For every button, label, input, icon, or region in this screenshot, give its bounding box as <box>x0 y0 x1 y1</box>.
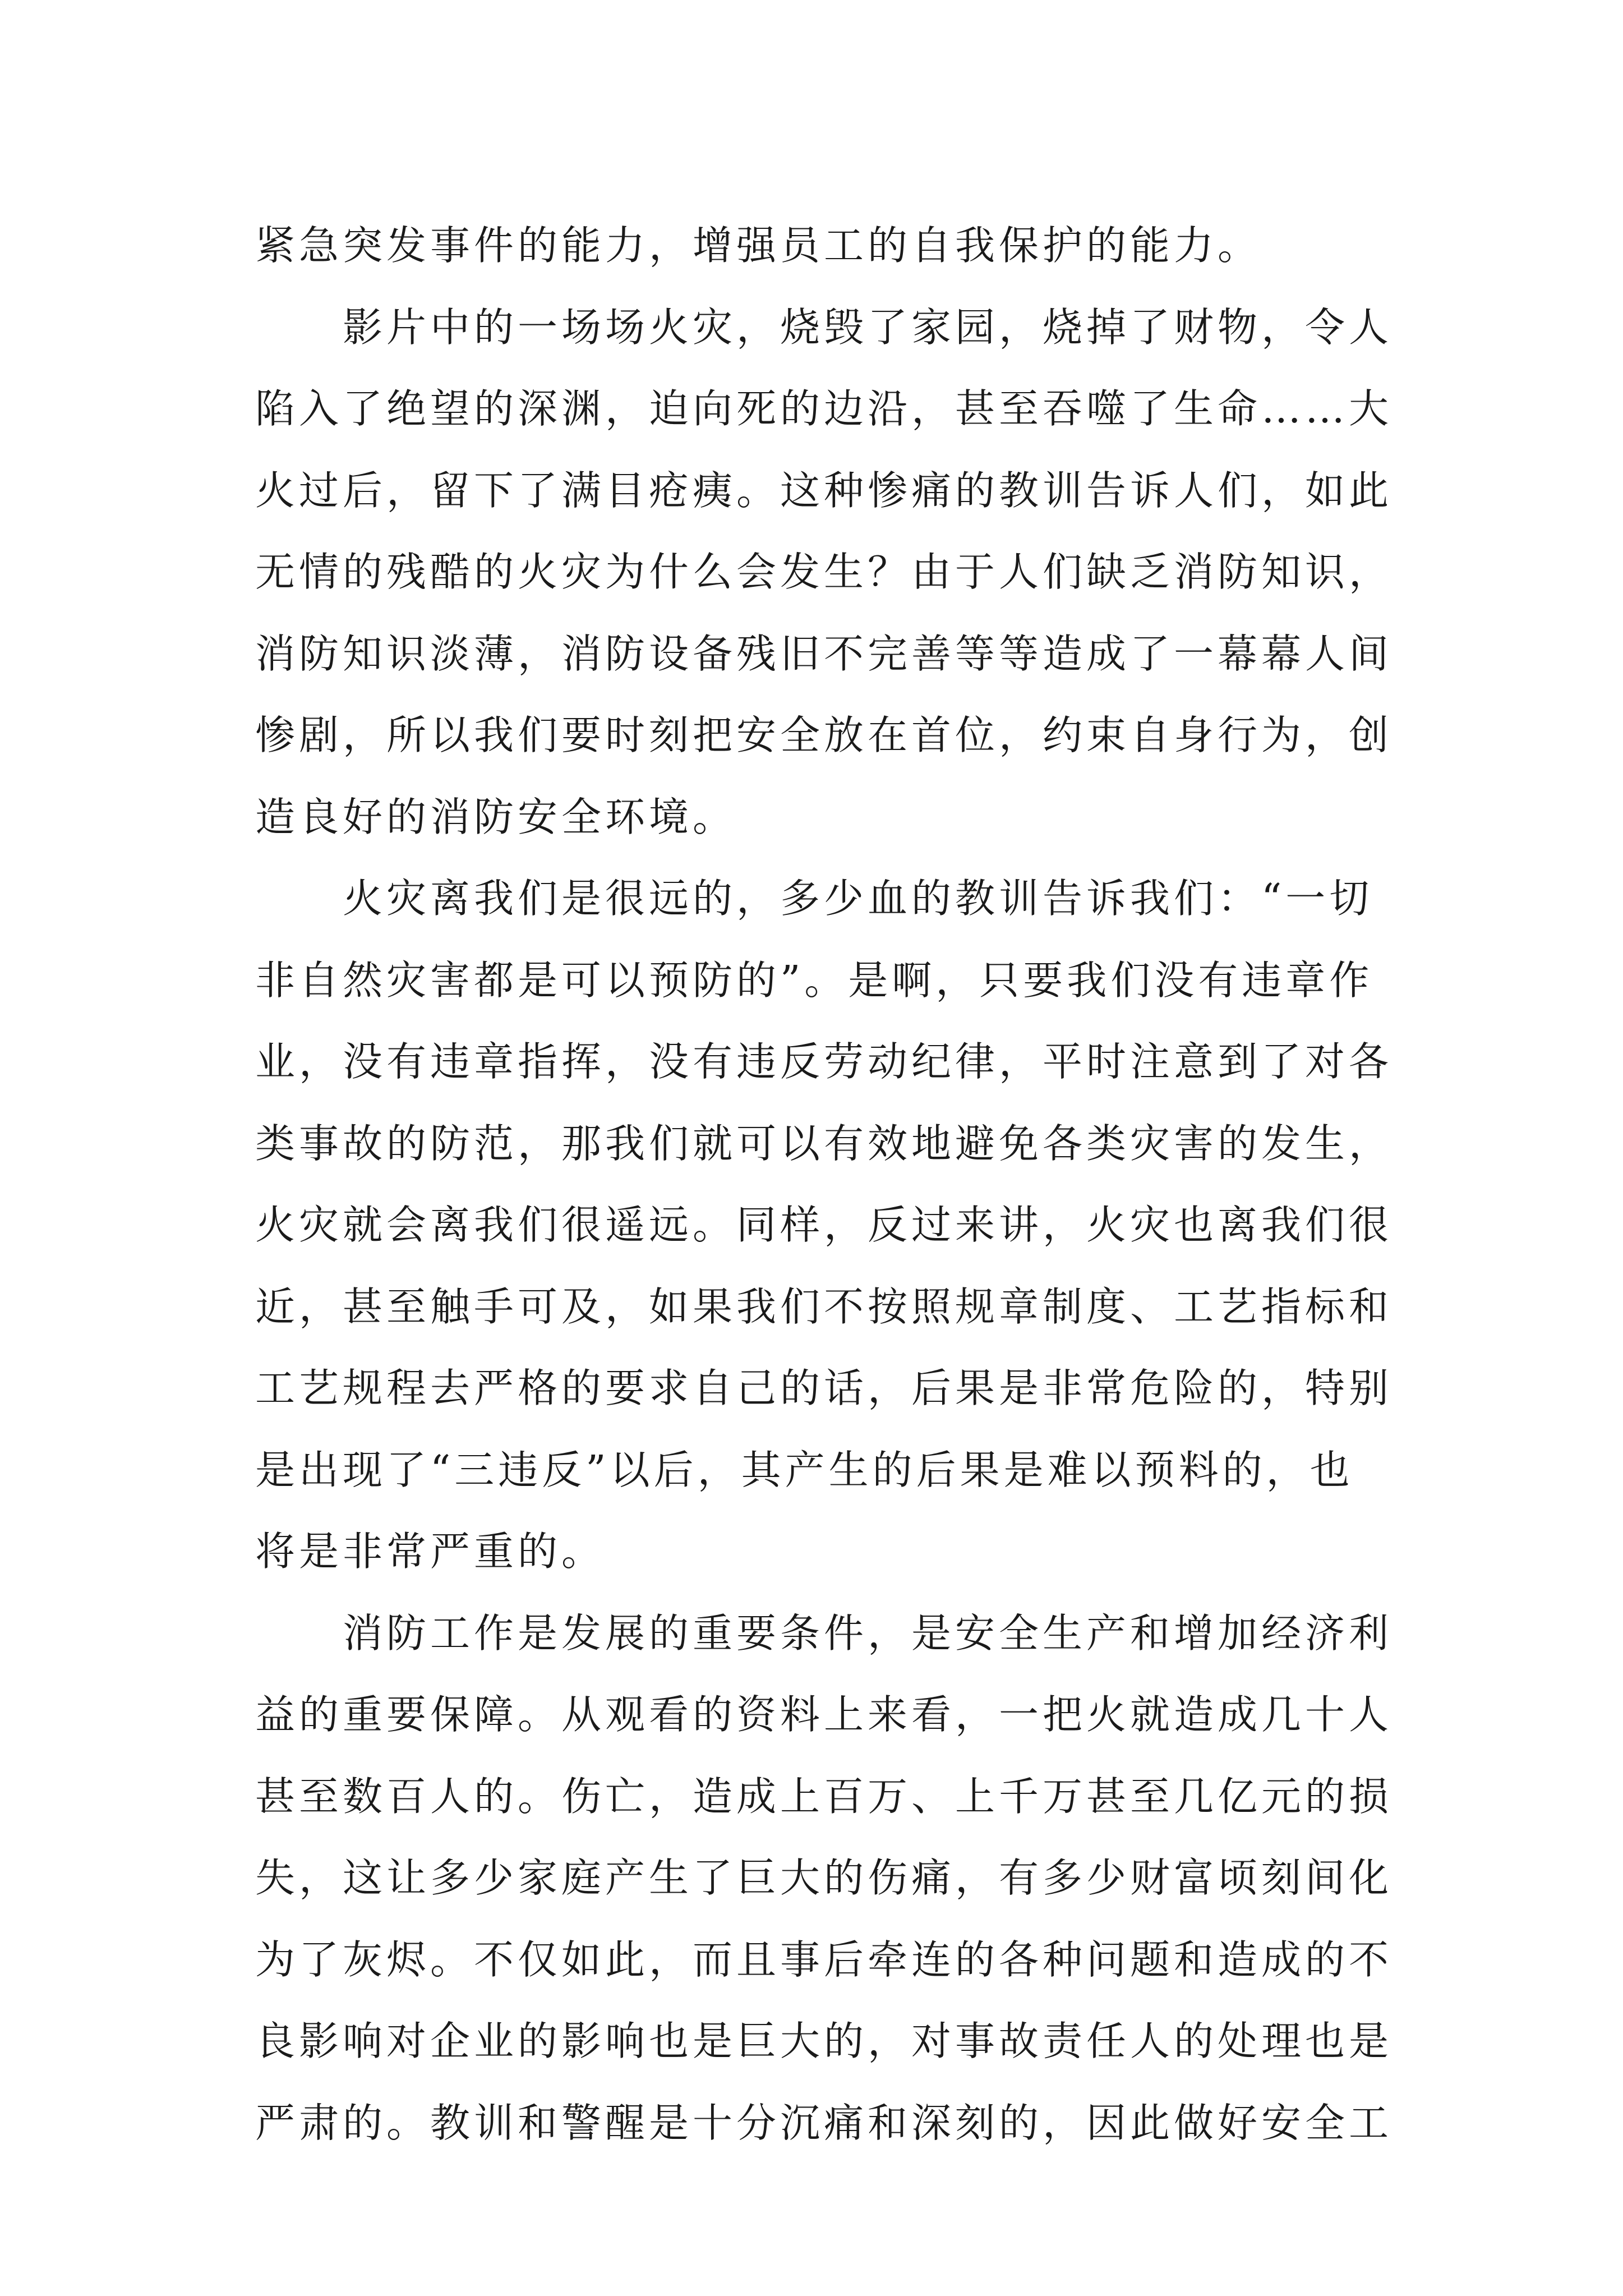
text-line: 益的重要保障。从观看的资料上来看，一把火就造成几十人 <box>255 1691 1393 1738</box>
text-line: 类事故的防范，那我们就可以有效地避免各类灾害的发生， <box>255 1120 1393 1167</box>
text-line: 业，没有违章指挥，没有违反劳动纪律，平时注意到了对各 <box>255 1038 1393 1085</box>
text-line: 是出现了“三违反”以后，其产生的后果是难以预料的，也 <box>255 1446 1354 1493</box>
text-line: 紧急突发事件的能力，增强员工的自我保护的能力。 <box>255 222 1262 269</box>
text-line: 为了灰烬。不仅如此，而且事后牵连的各种问题和造成的不 <box>255 1936 1393 1983</box>
text-line: 消防知识淡薄，消防设备残旧不完善等等造成了一幕幕人间 <box>255 630 1393 677</box>
paragraph-start-line: 影片中的一场场火灾，烧毁了家园，烧掉了财物，令人 <box>343 303 1393 351</box>
text-line: 工艺规程去严格的要求自己的话，后果是非常危险的，特别 <box>255 1365 1393 1411</box>
text-line: 近，甚至触手可及，如果我们不按照规章制度、工艺指标和 <box>255 1283 1393 1330</box>
text-line: 陷入了绝望的深渊，迫向死的边沿，甚至吞噬了生命……大 <box>255 385 1393 432</box>
text-line: 非自然灾害都是可以预防的”。是啊，只要我们没有违章作 <box>255 956 1373 1004</box>
text-line: 火过后，留下了满目疮痍。这种惨痛的教训告诉人们，如此 <box>255 467 1393 514</box>
text-line: 造良好的消防安全环境。 <box>255 793 737 840</box>
document-body <box>255 205 1393 2164</box>
text-line: 无情的残酷的火灾为什么会发生？由于人们缺乏消防知识， <box>255 549 1393 595</box>
paragraph-start-line: 火灾离我们是很远的，多少血的教训告诉我们：“一切 <box>343 875 1373 922</box>
text-line: 惨剧，所以我们要时刻把安全放在首位，约束自身行为，创 <box>255 712 1393 758</box>
paragraph-start-line: 消防工作是发展的重要条件，是安全生产和增加经济利 <box>343 1609 1393 1657</box>
text-line: 甚至数百人的。伤亡，造成上百万、上千万甚至几亿元的损 <box>255 1773 1393 1820</box>
text-line: 良影响对企业的影响也是巨大的，对事故责任人的处理也是 <box>255 2018 1393 2064</box>
text-line: 严肃的。教训和警醒是十分沉痛和深刻的，因此做好安全工 <box>255 2099 1393 2146</box>
text-line: 火灾就会离我们很遥远。同样，反过来讲，火灾也离我们很 <box>255 1202 1393 1248</box>
text-line: 将是非常严重的。 <box>255 1528 606 1575</box>
text-line: 失，这让多少家庭产生了巨大的伤痛，有多少财富顷刻间化 <box>255 1855 1393 1901</box>
